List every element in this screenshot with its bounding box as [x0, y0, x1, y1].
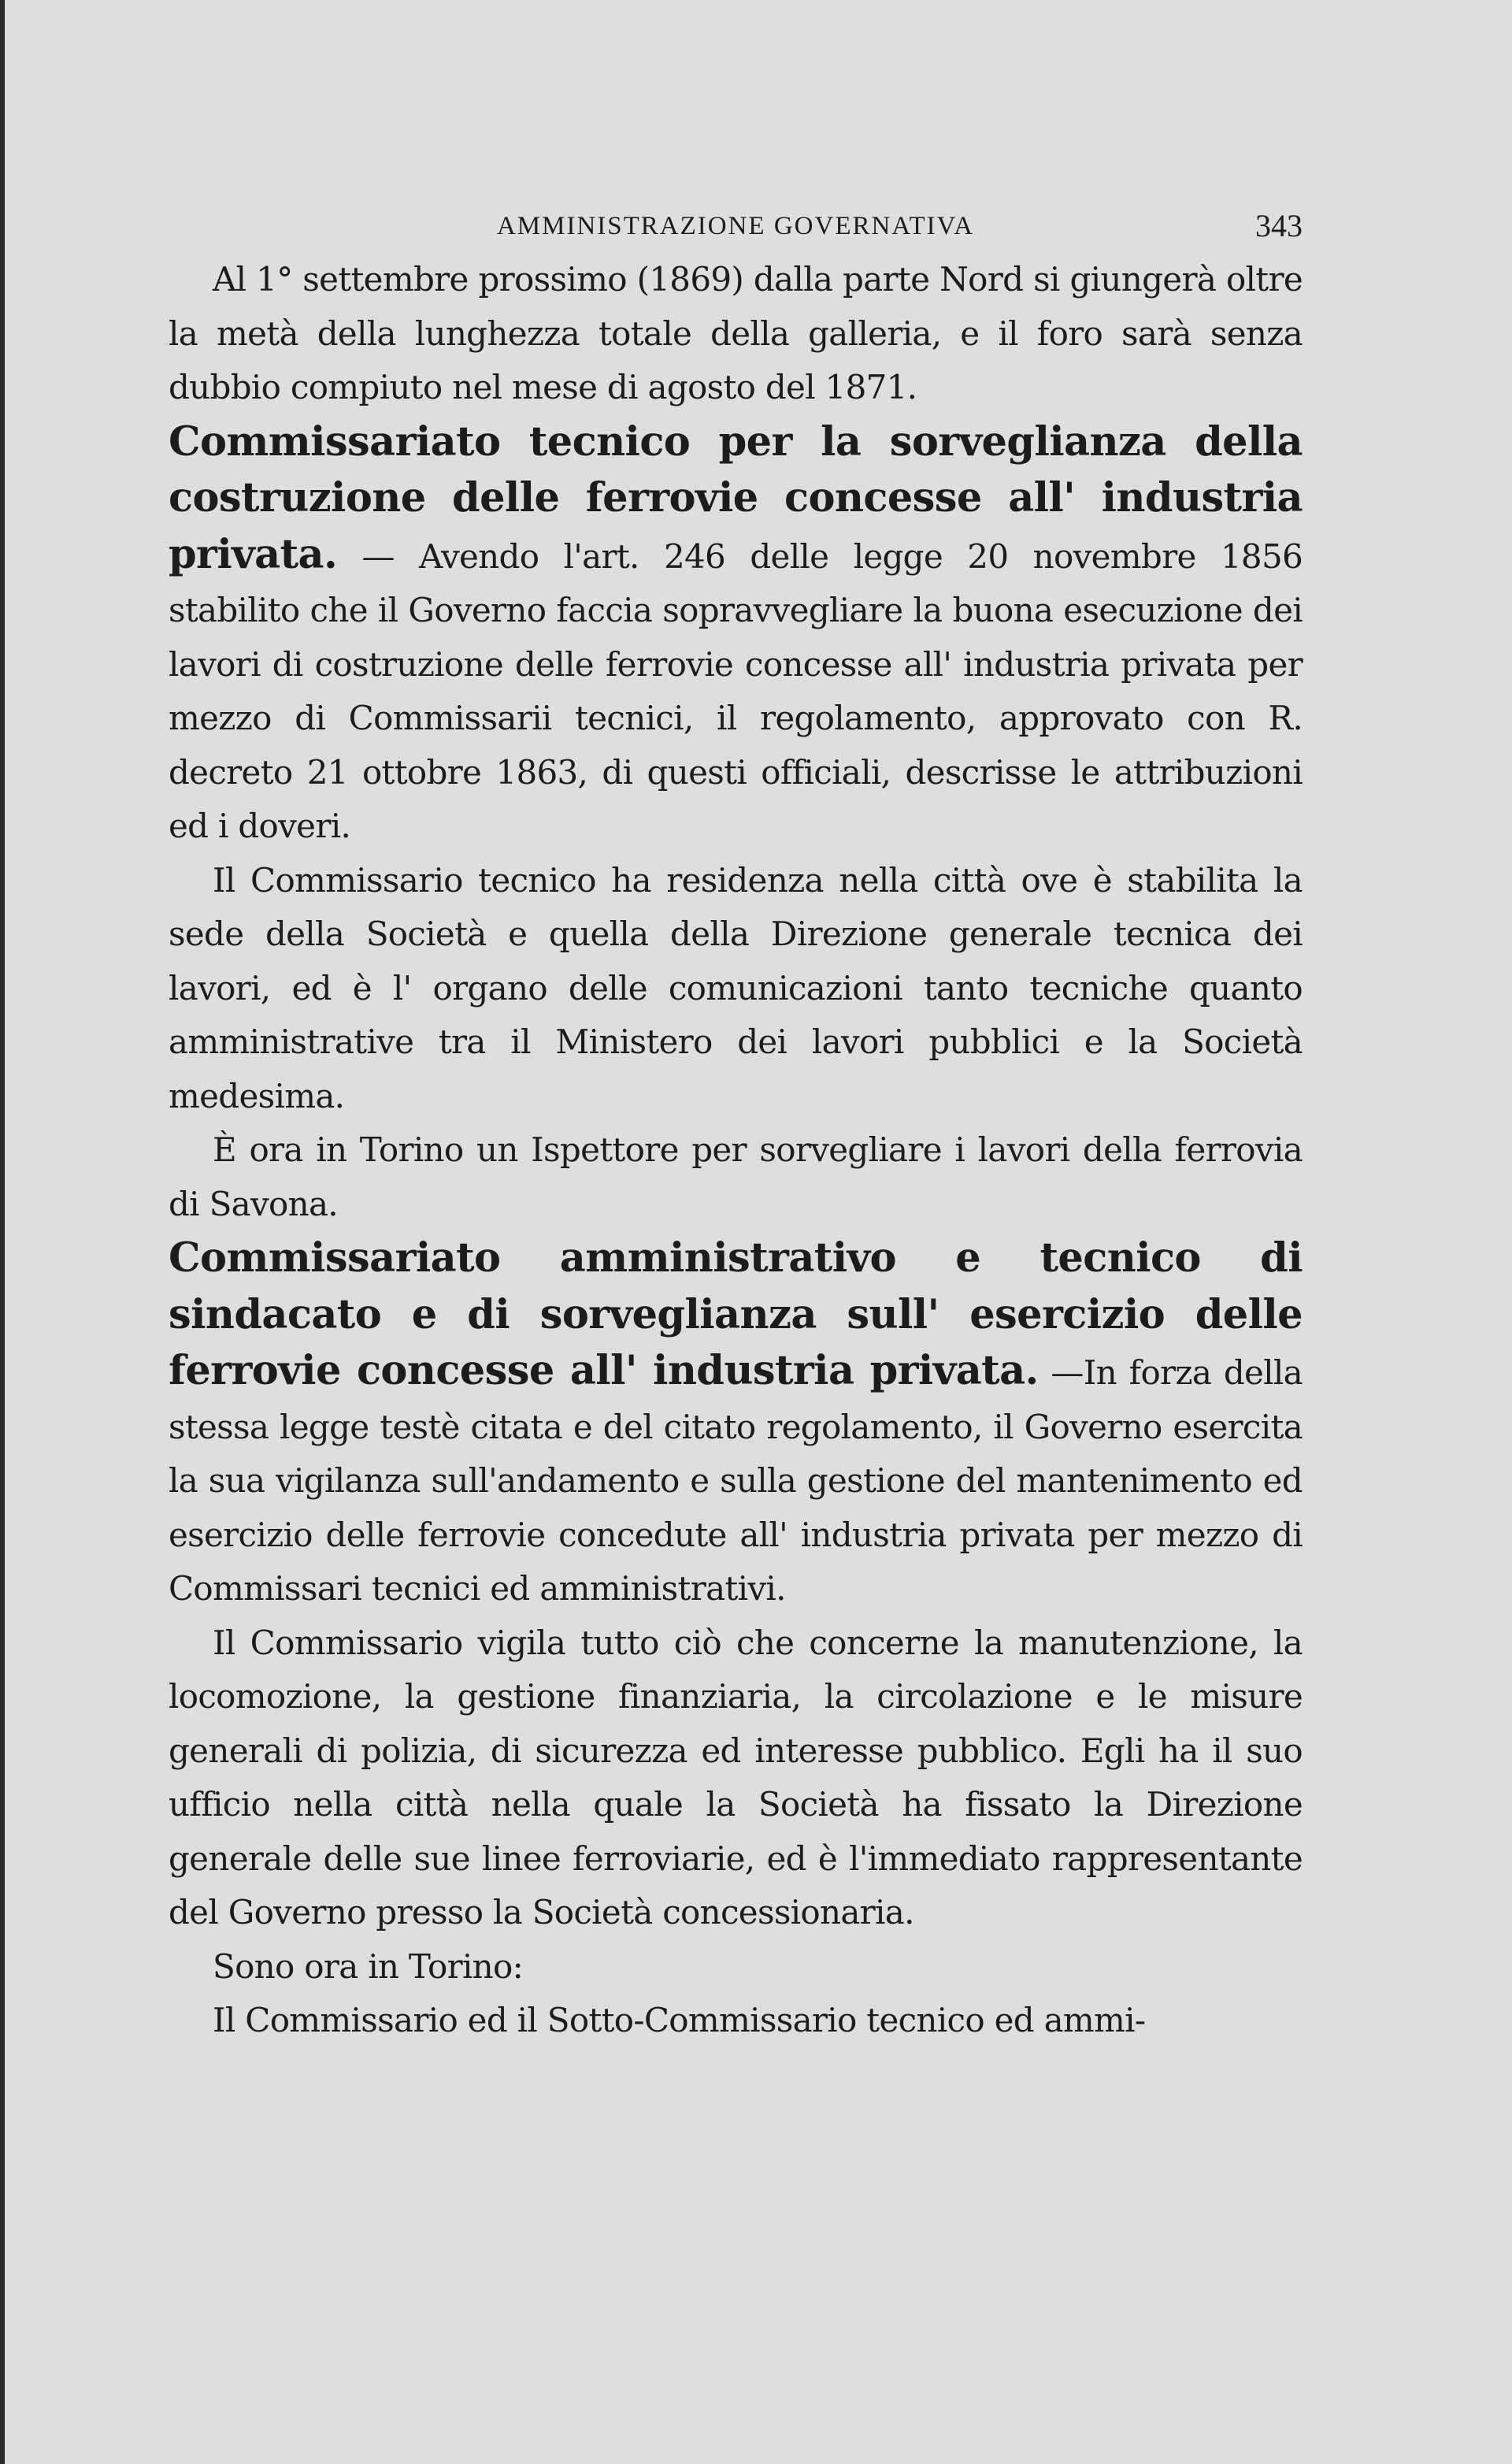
paragraph-inspector-turin: [169, 1123, 1303, 1231]
paragraph-text: Il Commissario tecnico ha residenza nella città ove è stabilita la sede della Società e quella della Direzione generale tecnica dei lavori, ed è l' organo delle comunicazioni tanto tecniche quanto amministrative tra il Ministero dei lavori pubblici e la Società medesima.: [169, 860, 1303, 1115]
paragraph-text: È ora in Torino un Ispettore per sorvegliare i lavori della ferrovia di Savona.: [169, 1130, 1303, 1223]
paragraph-text: — Avendo l'art. 246 delle legge 20 novembre 1856 stabilito che il Governo faccia sopravvegliare la buona esecuzione dei lavori di costruzione delle ferrovie concesse all' industria privata per mezzo di Commissarii tecnici, il regolamento, approvato con R. decreto 21 ottobre 1863, di questi officiali, descrisse le attribuzioni ed i doveri.: [169, 536, 1303, 845]
paragraph-text: Il Commissario ed il Sotto-Commissario tecnico ed ammi-: [213, 2001, 1146, 2039]
section-heading-technical-commissariat: Commissariato tecnico per la sorveglianza della costruzione delle ferrovie concesse all' industria privata.: [169, 417, 1303, 578]
paragraph-turin-list-intro: [169, 1940, 1303, 1995]
paragraph-text: Il Commissario vigila tutto ciò che concerne la manutenzione, la locomozione, la gestione finanziaria, la circolazione e le misure generali di polizia, di sicurezza ed interesse pubblico. Egli ha il suo ufficio nella città nella quale la Società ha fissato la Direzione generale delle sue linee ferroviarie, ed è l'immediato rappresentante del Governo presso la Società concessionaria.: [169, 1623, 1303, 1931]
paragraph-text: Al 1° settembre prossimo (1869) dalla parte Nord si giungerà oltre la metà della lunghezza totale della galleria, e il foro sarà senza dubbio compiuto nel mese di agosto del 1871.: [169, 260, 1303, 406]
running-title: AMMINISTRAZIONE GOVERNATIVA: [496, 212, 975, 240]
paragraph-technical-commissioner: [169, 854, 1303, 1124]
paragraph-text: Sono ora in Torino:: [213, 1946, 524, 1986]
paragraph-administrative-commissariat: [169, 1231, 1303, 1616]
section-heading-administrative-commissariat: Commissariato amministrativo e tecnico di sindacato e di sorveglianza sull' esercizio delle ferrovie concesse all' industria privata.: [169, 1234, 1303, 1394]
page-number: 343: [1255, 208, 1303, 243]
paragraph-text: —In forza della stessa legge testè citata e del citato regolamento, il Governo esercita la sua vigilanza sull'andamento e sulla gestione del mantenimento ed esercizio delle ferrovie concedute all' industria privata per mezzo di Commissari tecnici ed amministrativi.: [169, 1353, 1303, 1608]
paragraph-commissioner-list: [169, 1994, 1303, 2048]
paragraph-tunnel-completion: [169, 253, 1303, 415]
paragraph-commissioner-duties: [169, 1616, 1303, 1940]
running-header: [169, 201, 1303, 253]
book-page: [169, 201, 1303, 2048]
paragraph-technical-commissariat: [169, 415, 1303, 854]
body-text: [169, 253, 1303, 2048]
page-edge: [0, 0, 5, 2464]
